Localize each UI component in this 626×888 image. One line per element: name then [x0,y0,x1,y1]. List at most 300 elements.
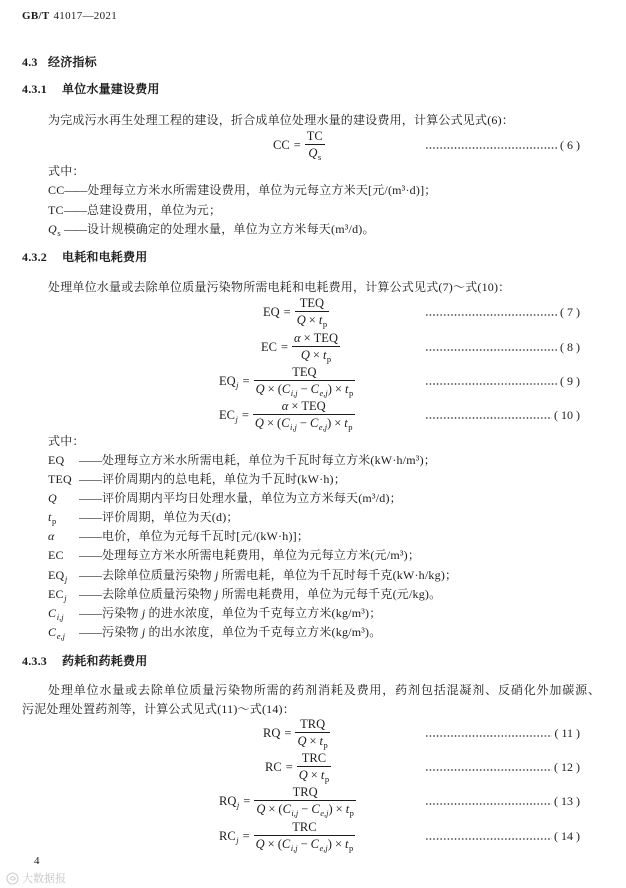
section-heading-4-3-3 [22,652,422,670]
definition-text [87,201,221,219]
numerator-symbol: TRQ [292,785,318,799]
denominator-symbol: × [334,382,342,396]
denominator-symbol: Q [297,734,307,748]
denominator-symbol: C [281,416,290,430]
definition-text-segment: 污染物 [102,605,142,620]
denominator-subscript: p [349,808,354,818]
denominator-symbol: ( [277,837,282,851]
definition-text-segment: 评价周期内平均日处理水量，单位为立方米每天(m³/d)； [102,491,402,506]
definition-term [48,546,79,564]
denominator-symbol: t [319,734,324,748]
formula-expression [263,296,329,328]
definition-text-segment: 评价周期内的总电耗，单位为千瓦时(kW·h)； [102,472,346,487]
fraction-denominator [253,416,355,431]
formula-13 [0,785,626,817]
definition-item [48,489,600,508]
inline-variable: j [141,605,146,620]
denominator-subscript: p [323,740,328,750]
dot-leader [425,734,552,738]
definition-dash: —— [64,222,86,236]
standard-code-header [22,7,222,25]
equation-number [425,129,580,161]
definition-text-segment: 处理每立方米水所需电耗，单位为千瓦时每立方米(kW·h/m³)； [102,453,436,467]
denominator-symbol: C [282,802,291,816]
denominator-subscript: p [348,388,354,398]
formula-11 [0,717,626,749]
term-subscript: e,j [56,630,65,641]
formula-expression [219,820,355,852]
fraction-denominator [254,802,356,817]
denominator-symbol: t [345,837,349,851]
lhs-symbol: EC [261,339,277,354]
denominator-symbol: Q [255,382,265,396]
dot-leader [425,313,558,317]
equals-sign: = [242,828,250,843]
definition-item [48,585,600,604]
lhs-symbol: RC [219,828,236,843]
definition-item [48,604,600,623]
fraction-denominator [254,382,356,397]
denominator-symbol: × [310,768,318,782]
definition-item [48,220,600,240]
equation-number [425,296,580,328]
denominator-symbol: C [309,416,319,430]
term-symbol: EC [48,586,64,601]
equation-number-label: ( 7 ) [560,304,580,319]
term-symbol: TEQ [48,472,72,487]
fraction [295,717,329,749]
denominator-subscript: i,j [290,388,298,398]
denominator-symbol: t [320,768,325,782]
definition-item [48,527,600,546]
definition-item [48,508,600,527]
section-number: 4.3.3 [22,654,47,668]
denominator-symbol: ) [327,382,332,396]
denominator-symbol: − [300,382,308,396]
section-heading-4-3-2 [22,248,422,266]
term-symbol: EQ [48,567,65,582]
numerator-symbol: TC [306,129,323,143]
fraction-bar [297,766,331,767]
fraction-bar [253,414,355,415]
term-symbol: C [48,624,57,639]
denominator-symbol: × [268,802,276,816]
numerator-symbol: TRQ [300,717,326,731]
formula-expression [219,365,355,397]
definition-text [102,604,381,622]
definition-text [102,527,309,545]
equals-sign: = [284,725,292,740]
definition-text [87,220,375,238]
equation-number [425,331,580,363]
equals-sign: = [293,137,301,152]
formula-lhs [261,340,277,355]
standard-number: 41017—2021 [53,10,117,22]
equation-number-label: ( 13 ) [554,793,580,808]
term-subscript: s [57,228,61,238]
fraction-numerator [305,129,325,143]
definition-dash: —— [79,510,101,525]
section-number: 4.3.1 [22,82,47,96]
denominator-subscript: e,j [319,388,328,398]
denominator-symbol: × [309,734,317,748]
term-symbol: α [48,529,55,544]
definition-dash: —— [79,586,101,601]
lhs-symbol: RC [265,759,282,774]
denominator-subscript: s [317,152,322,162]
section-title: 药耗和药耗费用 [62,654,148,668]
fraction-bar [254,800,356,801]
fraction-denominator [306,146,323,161]
denominator-symbol: − [300,837,308,851]
lhs-subscript: j [236,834,239,845]
definition-item [48,201,600,221]
fraction [297,751,331,783]
denominator-symbol: × [267,837,275,851]
formula-8 [0,331,626,363]
definition-text [102,451,436,469]
denominator-symbol: t [322,348,327,362]
dot-leader [425,416,552,420]
numerator-symbol: × [303,331,311,345]
lhs-subscript: j [236,379,239,390]
definition-term [48,604,79,623]
definition-text [102,470,346,488]
fraction-bar [254,380,356,381]
term-symbol: Q [48,491,57,506]
denominator-symbol: × [335,802,343,816]
denominator-symbol: ) [328,802,333,816]
section-4-3-3-intro-line-1: 处理单位水量或去除单位质量污染物所需的药剂消耗及费用，药剂包括混凝剂、反硝化外加碳源、 [48,683,600,697]
fraction-numerator [298,296,326,310]
denominator-subscript: i,j [290,843,298,853]
fraction [295,296,329,328]
section-4-3-2-intro: 处理单位水量或去除单位质量污染物所需电耗和电耗费用，计算公式见式(7)～式(10)： [48,280,511,294]
definition-item [48,566,600,585]
term-symbol: CC [48,183,65,197]
term-subscript: j [64,573,68,584]
fraction-bar [295,732,329,733]
inline-variable: j [141,624,146,639]
formula-lhs [263,726,280,741]
denominator-symbol: t [345,802,350,816]
formula-lhs [265,760,282,775]
formula-6 [0,129,626,161]
where-label: 式中： [48,434,85,448]
denominator-symbol: C [310,382,319,396]
denominator-symbol: C [310,837,319,851]
fraction-numerator [290,365,318,379]
fraction [305,129,325,161]
equation-number [425,717,580,749]
fraction-bar [295,311,329,312]
definition-text-segment: 处理每立方米水所需建设费用，单位为元每立方米天[元/(m³·d)]； [87,183,437,197]
denominator-subscript: i,j [291,808,299,818]
definition-text-segment: 污染物 [102,624,142,639]
denominator-symbol: C [311,802,320,816]
section-title: 经济指标 [48,55,97,69]
definition-item [48,451,600,470]
equation-number [425,785,580,817]
denominator-symbol: ( [277,416,282,430]
denominator-symbol: × [334,416,342,430]
section-title: 单位水量建设费用 [62,82,160,96]
lhs-symbol: RQ [263,725,281,740]
numerator-symbol: TRC [292,820,317,834]
numerator-symbol: TEQ [299,296,325,310]
definition-term [48,181,64,199]
formula-7 [0,296,626,328]
equation-number-label: ( 14 ) [554,828,580,843]
inline-variable: j [215,567,219,582]
lhs-symbol: CC [273,137,290,152]
denominator-symbol: t [344,382,349,396]
numerator-symbol: TEQ [292,365,317,379]
denominator-symbol: − [301,802,309,816]
section-number: 4.3 [22,55,38,69]
denominator-symbol: × [266,416,275,430]
definition-text [102,546,420,564]
equation-number-label: ( 9 ) [560,373,580,388]
equals-sign: = [242,373,250,388]
definition-text [102,623,381,641]
definition-term [48,451,79,469]
fraction [254,820,356,852]
definition-item [48,546,600,565]
standard-prefix: GB/T [22,10,50,22]
dot-leader [425,768,552,772]
term-subscript: p [52,516,57,527]
fraction [253,399,355,431]
dot-leader [425,837,552,841]
term-symbol: Q [48,222,57,236]
definition-text-segment: 设计规模确定的处理水量，单位为立方米每天(m³/d)。 [87,222,375,236]
definition-dash: —— [79,605,101,620]
definition-item [48,470,600,489]
fraction [254,365,356,397]
equation-number-label: ( 12 ) [554,759,580,774]
formula-expression [273,129,325,161]
formula-12 [0,751,626,783]
lhs-symbol: EC [219,407,235,422]
fraction-numerator [300,751,328,765]
lhs-symbol: RQ [219,793,237,808]
formula-expression [219,399,355,431]
lhs-symbol: EQ [263,304,280,319]
fraction-denominator [299,348,333,363]
fraction-numerator [291,785,320,799]
page-number: 4 [34,855,40,867]
denominator-symbol: ) [327,837,332,851]
dot-leader [425,802,552,806]
fraction-denominator [297,768,331,783]
denominator-subscript: e,j [320,808,329,818]
definition-list-4-3-2 [48,451,600,642]
watermark-logo-icon [6,872,19,885]
definition-dash: —— [64,202,86,217]
denominator-symbol: × [267,382,275,396]
definition-term [48,220,64,239]
fraction-denominator [254,837,356,852]
definition-text-segment: 的进水浓度，单位为千克每立方米(kg/m³)； [145,605,382,620]
definition-list-4-3-1 [48,181,600,240]
formula-lhs [263,305,280,320]
denominator-subscript: i,j [290,422,297,432]
formula-lhs [219,374,239,389]
section-number: 4.3.2 [22,250,47,264]
numerator-symbol: TEQ [301,399,326,413]
denominator-symbol: Q [296,313,306,327]
denominator-symbol: t [318,313,323,327]
lhs-subscript: j [235,413,238,424]
definition-text [102,566,457,584]
definition-dash: —— [64,183,87,197]
denominator-symbol: C [281,382,291,396]
fraction-numerator [280,399,328,413]
numerator-symbol: α [294,331,301,345]
definition-text-segment: 的出水浓度，单位为千克每立方米(kg/m³)。 [145,624,382,639]
watermark [6,870,126,886]
formula-10 [0,399,626,431]
fraction-denominator [295,313,329,328]
formula-expression [265,751,331,783]
denominator-symbol: Q [300,348,310,362]
fraction-numerator [292,331,340,345]
denominator-symbol: Q [308,146,318,160]
denominator-symbol: Q [256,802,266,816]
term-symbol: EQ [48,453,65,467]
formula-9 [0,365,626,397]
denominator-symbol: Q [255,837,265,851]
section-heading-4-3 [22,53,422,71]
equation-number-label: ( 10 ) [554,407,580,422]
formula-lhs [273,138,290,153]
equals-sign: = [243,793,251,808]
fraction-numerator [298,717,327,731]
term-subscript: i,j [56,611,64,622]
equation-number [425,399,580,431]
formula-expression [263,717,330,749]
denominator-symbol: C [281,837,291,851]
definition-dash: —— [79,453,101,467]
formula-lhs [219,829,239,844]
term-symbol: TC [48,202,64,217]
numerator-symbol: α [281,399,289,413]
formula-expression [219,785,356,817]
definition-dash: —— [79,567,101,582]
denominator-subscript: p [324,774,330,784]
equation-number [425,820,580,852]
definition-term [48,585,79,604]
denominator-symbol: Q [254,416,264,430]
formula-expression [261,331,340,363]
denominator-symbol: × [334,837,342,851]
section-4-3-3-intro-line-2: 污泥处理处置药剂等，计算公式见式(11)～式(14)： [22,702,295,716]
denominator-subscript: e,j [319,843,328,853]
definition-dash: —— [79,548,101,563]
term-symbol: C [48,605,57,620]
definition-term [48,508,79,527]
definition-text-segment: 总建设费用，单位为元； [87,202,222,217]
denominator-symbol: × [308,313,316,327]
denominator-subscript: p [348,843,354,853]
denominator-symbol: − [299,416,307,430]
equation-number-label: ( 8 ) [560,339,580,354]
definition-dash: —— [79,472,101,487]
denominator-symbol: t [344,416,348,430]
definition-text-segment: 评价周期，单位为天(d)； [102,510,239,525]
section-heading-4-3-1 [22,80,422,98]
definition-term [48,623,79,642]
denominator-symbol: ( [277,382,282,396]
fraction-bar [305,144,325,145]
denominator-symbol: ( [278,802,283,816]
definition-text-segment: 电价，单位为元每千瓦时[元/(kW·h)]； [102,529,310,544]
denominator-subscript: p [326,354,332,364]
denominator-symbol: ) [327,416,332,430]
definition-text [102,489,402,507]
equation-number-label: ( 6 ) [560,137,580,152]
definition-dash: —— [79,491,101,506]
term-subscript: j [64,592,67,603]
fraction-denominator [295,734,329,749]
definition-text-segment: 所需电耗费用，单位为元每千克(元/kg)。 [218,586,442,601]
dot-leader [425,146,558,150]
fraction-bar [292,346,340,347]
equation-number-label: ( 11 ) [554,725,580,740]
definition-text [102,508,239,526]
equation-number [425,751,580,783]
watermark-text: 大数据报 [22,873,66,885]
equals-sign: = [285,759,293,774]
equals-sign: = [283,304,291,319]
equals-sign: = [241,407,249,422]
definition-term [48,566,79,585]
formula-lhs [219,408,238,423]
term-symbol: t [48,510,52,525]
numerator-symbol: TRC [301,751,327,765]
denominator-symbol: Q [298,768,308,782]
formula-14 [0,820,626,852]
dot-leader [425,382,558,386]
fraction-numerator [290,820,318,834]
fraction [292,331,340,363]
definition-term [48,489,79,507]
formula-lhs [219,794,239,809]
definition-term [48,470,79,488]
numerator-symbol: × [291,399,299,413]
definition-item [48,623,600,642]
definition-text-segment: 去除单位质量污染物 [102,567,216,582]
denominator-subscript: p [348,422,353,432]
definition-text-segment: 所需电耗，单位为千瓦时每千克(kW·h/kg)； [218,567,458,582]
definition-text-segment: 去除单位质量污染物 [102,586,216,601]
equation-number [425,365,580,397]
denominator-subscript: e,j [318,422,328,432]
dot-leader [425,348,558,352]
definition-term [48,201,64,219]
inline-variable: j [215,586,219,601]
definition-term [48,527,79,545]
section-title: 电耗和电耗费用 [62,250,148,264]
definition-text [87,181,436,199]
definition-dash: —— [79,624,101,639]
definition-item [48,181,600,201]
lhs-symbol: EQ [219,373,236,388]
definition-text-segment: 处理每立方米水所需电耗费用，单位为元每立方米(元/m³)； [102,548,421,563]
denominator-symbol: × [312,348,320,362]
lhs-subscript: j [236,799,240,810]
